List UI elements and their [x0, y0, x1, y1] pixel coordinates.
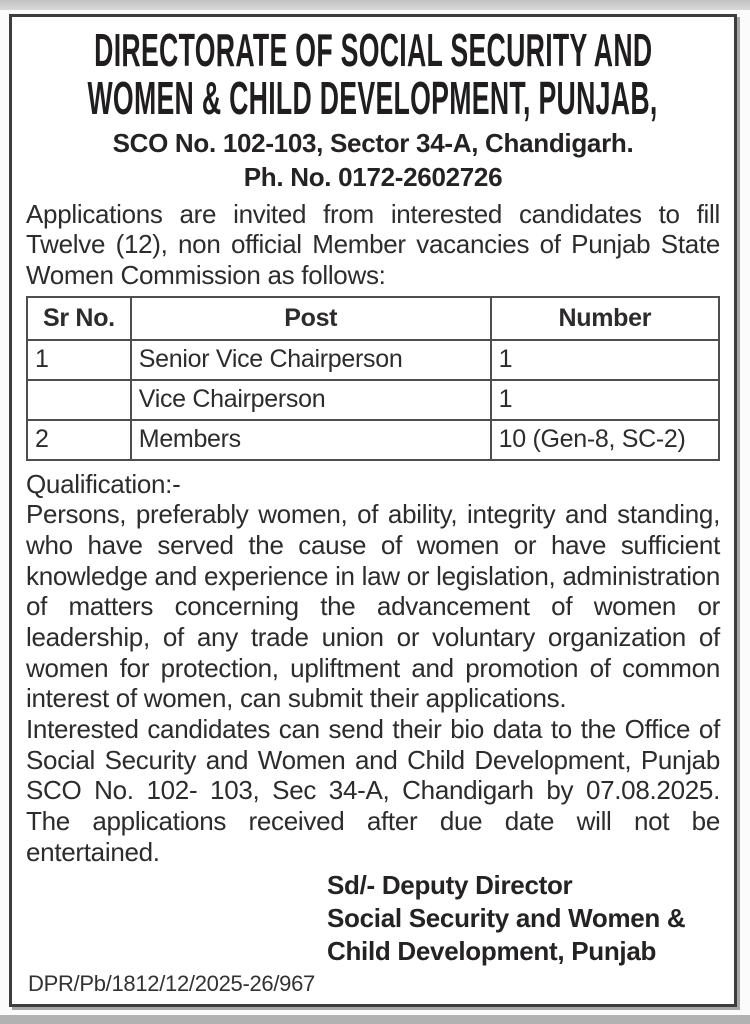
org-title-line-1: DIRECTORATE OF SOCIAL SECURITY AND [93, 24, 653, 76]
org-address: SCO No. 102-103, Sector 34-A, Chandigarh. [112, 127, 634, 158]
scan-edge-bottom [0, 1015, 750, 1024]
table-header-number: Number [491, 297, 719, 340]
org-title-row-1 [26, 26, 720, 74]
submission-paragraph: Interested candidates can send their bio data to the Office of Social Security and Women and Child Development, Punjab SCO No. 102- 103, Sec 34-A, Chandigarh by 07.08.2025. The applications received after due date will not be entertained. [26, 713, 720, 867]
notice-border-box [9, 14, 737, 1007]
signature-line-3: Child Development, Punjab [327, 936, 657, 967]
reference-number: DPR/Pb/1812/12/2025-26/967 [28, 971, 315, 996]
intro-paragraph: Applications are invited from interested candidates to fill Twelve (12), non official Member vacancies of Punjab State Women Commission as follows: [26, 198, 720, 290]
table-header-post: Post [131, 297, 491, 340]
signature-line-2: Social Security and Women & [327, 903, 686, 934]
qualification-paragraph: Persons, preferably women, of ability, integrity and standing, who have served the cause of women or have sufficient knowledge and experience in law or legislation, administration of matters concerning the advancement of women or leadership, of any trade union or voluntary organization of women for protection, upliftment and promotion of common interest of women, can submit their applications. [26, 499, 720, 714]
signature-block [327, 869, 720, 968]
scan-edge-top [0, 0, 750, 10]
org-phone: Ph. No. 0172-2602726 [243, 162, 503, 193]
table-cell-sr-no [27, 380, 131, 420]
table-cell-post: Members [131, 420, 491, 460]
table-cell-post: Vice Chairperson [131, 380, 491, 420]
table-header-row [27, 297, 719, 340]
table-cell-post: Senior Vice Chairperson [131, 340, 491, 380]
table-cell-number: 1 [491, 380, 719, 420]
vacancy-table [26, 296, 720, 461]
table-row [27, 380, 719, 420]
signature-line-1: Sd/- Deputy Director [327, 870, 573, 901]
table-header-sr-no: Sr No. [27, 297, 131, 340]
table-row [27, 420, 719, 460]
table-row [27, 340, 719, 380]
org-title-row-2 [26, 72, 720, 125]
table-cell-sr-no: 1 [27, 340, 131, 380]
qualification-heading: Qualification:- [26, 468, 181, 499]
table-cell-number: 10 (Gen-8, SC-2) [491, 420, 719, 460]
table-cell-number: 1 [491, 340, 719, 380]
org-title-line-2: WOMEN & CHILD DEVELOPMENT, PUNJAB, [87, 72, 659, 125]
table-cell-sr-no: 2 [27, 420, 131, 460]
org-title [26, 26, 720, 123]
